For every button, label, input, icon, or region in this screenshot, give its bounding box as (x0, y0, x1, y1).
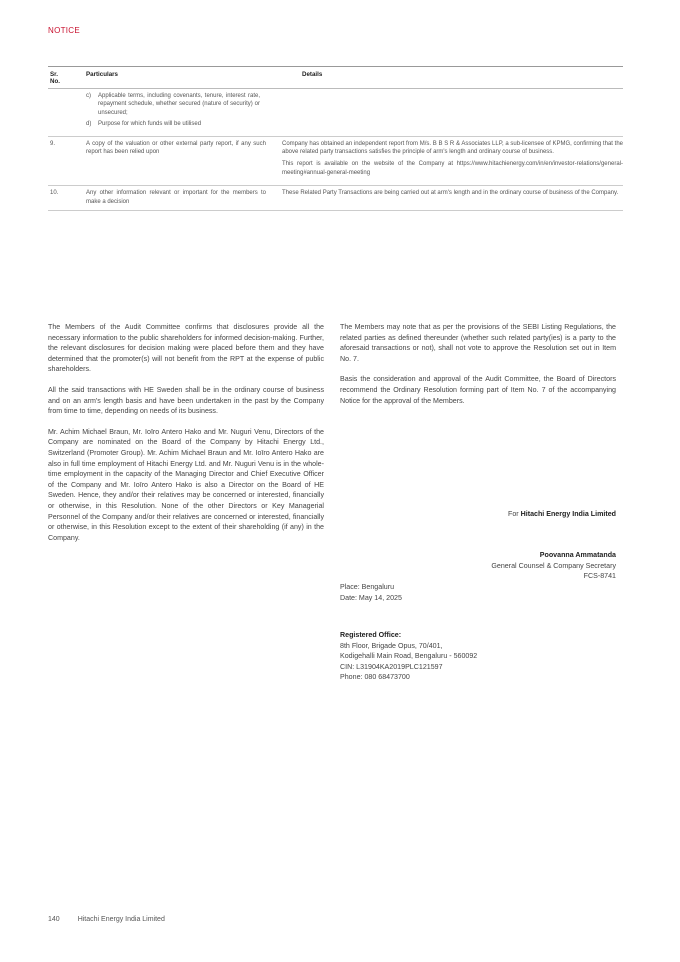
for-company-line (340, 509, 616, 520)
signature-block (340, 550, 616, 582)
row-particular: Any other information relevant or important for the members to make a decision (86, 190, 266, 205)
office-phone: Phone: 080 68473700 (340, 673, 410, 682)
row-detail: Company has obtained an independent report from M/s. B B S R & Associates LLP, a sub-licensee of KPMG, confirming that the above related party transactions satisfies the principle of arm's length and ordinary course of business. (282, 140, 623, 156)
left-column (48, 322, 324, 553)
paragraph: The Members may note that as per the provisions of the SEBI Listing Regulations, the related parties as defined thereunder (whether such related party(ies) is a party to the aforesaid transactions or not), shall not vote to approve the Resolution set out in Item No. 7. (340, 323, 616, 363)
sub-text: Applicable terms, including covenants, tenure, interest rate, repayment schedule, whether secured (nature of security) or unsecured; (98, 93, 260, 116)
right-column (340, 322, 616, 416)
place: Place: Bengaluru (340, 583, 395, 591)
table-row (48, 89, 623, 137)
registered-office-heading: Registered Office: (340, 631, 402, 639)
sub-label: c) (86, 93, 91, 99)
sub-label: d) (86, 121, 92, 128)
page-footer (48, 916, 165, 923)
signatory-name: Poovanna Ammatanda (539, 551, 616, 559)
paragraph: The Members of the Audit Committee confirms that disclosures provide all the necessary information to the public shareholders for informed decision-making. Further, the relevant disclosures for decision making were placed before them and they have determined that the promoter(s) will not benefit from the RPT at the expense of public shareholders. (48, 323, 324, 374)
sub-text: Purpose for which funds will be utilised (98, 121, 202, 128)
signatory-fcs: FCS-8741 (583, 572, 616, 581)
table-header (48, 67, 623, 89)
signatory-designation: General Counsel & Company Secretary (491, 561, 616, 570)
section-label: NOTICE (48, 26, 81, 35)
details-table (48, 66, 623, 211)
page-number: 140 (48, 916, 60, 923)
table-row (48, 186, 623, 211)
date: Date: May 14, 2025 (340, 593, 402, 602)
paragraph: Basis the consideration and approval of the Audit Committee, the Board of Directors recommend the Ordinary Resolution forming part of Item No. 7 of the accompanying Notice for the approval of the Members. (340, 375, 616, 405)
office-address-line: Kodigehalli Main Road, Bengaluru - 560092 (340, 652, 478, 661)
place-date (340, 582, 616, 603)
row-number: 9. (50, 140, 56, 147)
paragraph: All the said transactions with HE Sweden shall be in the ordinary course of business and on an arm's length basis and have been undertaken in the past by the Company from time to time, depending on needs of its business. (48, 385, 324, 416)
office-address-line: 8th Floor, Brigade Opus, 70/401, (340, 641, 443, 650)
registered-office (340, 630, 616, 683)
office-cin: CIN: L31904KA2019PLC121597 (340, 662, 443, 671)
row-detail: This report is available on the website of the Company at https://www.hitachienergy.com/in/en/investor-relations/general-meeting#annual-general-meeting (282, 161, 623, 176)
row-particular: A copy of the valuation or other external party report, if any such report has been relied upon (86, 140, 266, 156)
table-row (48, 137, 623, 187)
footer-company: Hitachi Energy India Limited (77, 916, 165, 923)
header-sr-no: Sr. No. (50, 71, 60, 85)
company-name: Hitachi Energy India Limited (520, 510, 616, 518)
row-number: 10. (50, 190, 59, 197)
paragraph: Mr. Achim Michael Braun, Mr. Ioīro Antero Hako and Mr. Nuguri Venu, Directors of the Company are nominated on the Board of the Company by Hitachi Energy Ltd., Switzerland (Promoter Group). Mr. Achim Michael Braun and Mr. Ioīro Antero Hako are also in full time employment of Hitachi Energy Ltd. and Mr. Nuguri Venu is in the whole-time employment in the capacity of the Managing Director and Chief Executive Officer of the Company and Mr. Ioīro Antero Hako is also a Director on the Board of HE Sweden. Hence, they and/or their relatives may be concerned or interested, financially or otherwise, in this Resolution. None of the other Directors or Key Managerial Personnel of the Company and/or their relatives are concerned or interested, financially or otherwise, in this Resolution except to the extent of their shareholding (if any) in the Company. (48, 427, 324, 542)
for-prefix: For (507, 510, 521, 518)
row-detail: These Related Party Transactions are being carried out at arm's length and in the ordinary course of business of the Company. (282, 190, 619, 197)
header-details: Details (302, 71, 323, 78)
header-particulars: Particulars (86, 71, 118, 78)
